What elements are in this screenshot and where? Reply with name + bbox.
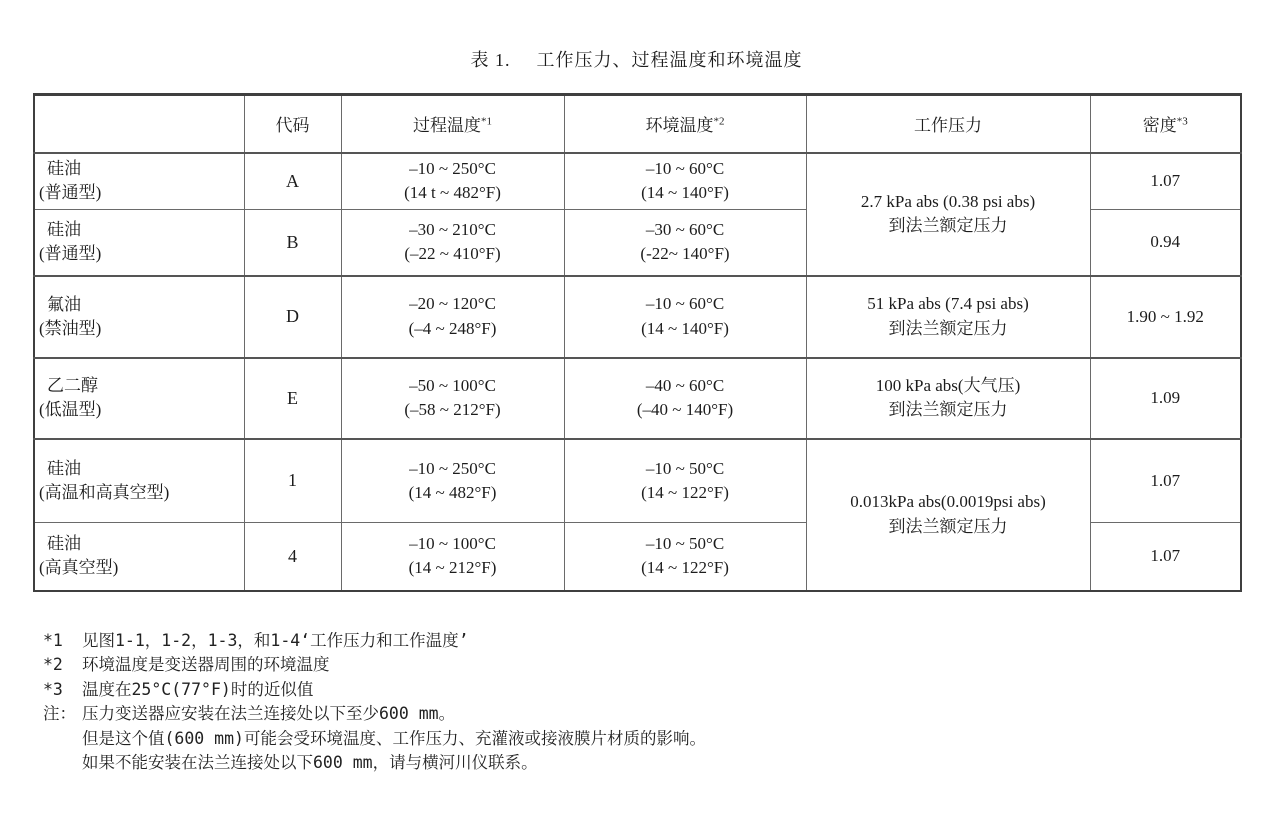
cell-process-temp (341, 153, 564, 210)
table-row-code-d (34, 276, 1241, 358)
cell-ambient-temp (564, 358, 806, 439)
material-name: 氟油 (47, 294, 81, 314)
cell-process-temp (341, 210, 564, 276)
footnote-1 (43, 629, 1240, 654)
pressure-value: 51 kPa abs (7.4 psi abs) (867, 294, 1029, 314)
header-code: 代码 (244, 95, 341, 153)
cell-material (34, 358, 244, 439)
header-density-label: 密度 (1142, 116, 1177, 136)
header-density (1090, 95, 1241, 153)
cell-process-temp (341, 276, 564, 358)
cell-ambient-temp (564, 523, 806, 591)
header-working-pressure: 工作压力 (806, 95, 1090, 153)
material-name: 乙二醇 (47, 376, 98, 396)
process-temp-celsius: –30 ~ 210°C (409, 220, 496, 240)
ambient-temp-fahrenheit: (14 ~ 140°F) (641, 318, 729, 338)
process-temp-celsius: –50 ~ 100°C (409, 375, 496, 395)
cell-code: D (244, 276, 341, 358)
ambient-temp-celsius: –10 ~ 50°C (645, 534, 725, 554)
pressure-value: 2.7 kPa abs (0.38 psi abs) (860, 191, 1036, 211)
cell-process-temp (341, 358, 564, 439)
process-temp-fahrenheit: (14 ~ 482°F) (408, 482, 497, 502)
material-type: (高温和高真空型) (39, 482, 170, 502)
note-line: 如果不能安装在法兰连接处以下600 mm，请与横河川仪联系。 (82, 753, 538, 773)
cell-code: E (244, 358, 341, 439)
note-line: 压力变送器应安装在法兰连接处以下至少600 mm。 (82, 704, 456, 724)
material-type: (高真空型) (39, 558, 119, 578)
pressure-note: 到法兰额定压力 (888, 318, 1008, 338)
pressure-note: 到法兰额定压力 (888, 216, 1008, 235)
ambient-temp-celsius: –40 ~ 60°C (645, 375, 725, 395)
table-row-code-e (34, 358, 1241, 439)
cell-density: 1.07 (1090, 439, 1241, 523)
spec-table (33, 93, 1242, 592)
cell-material (34, 210, 244, 276)
table-row-code-a (34, 153, 1241, 210)
annotations-block (33, 629, 1240, 777)
cell-density: 1.09 (1090, 358, 1241, 439)
note-line: 但是这个值(600 mm)可能会受环境温度、工作压力、充灌液或接液膜片材质的影响。 (82, 728, 706, 748)
cell-code: 1 (244, 439, 341, 523)
process-temp-celsius: –10 ~ 250°C (409, 458, 496, 478)
cell-process-temp (341, 523, 564, 591)
cell-working-pressure (806, 439, 1090, 591)
ambient-temp-celsius: –10 ~ 50°C (645, 458, 725, 478)
table-row-code-1 (34, 439, 1241, 523)
process-temp-fahrenheit: (–4 ~ 248°F) (408, 318, 497, 338)
ambient-temp-fahrenheit: (14 ~ 122°F) (641, 558, 729, 578)
header-ambient-temp-footref: *2 (713, 115, 725, 128)
header-material (34, 95, 244, 153)
material-name: 硅油 (47, 220, 81, 240)
table-caption-title: 工作压力、过程温度和环境温度 (536, 50, 803, 70)
pressure-value: 0.013kPa abs(0.0019psi abs) (850, 492, 1046, 512)
cell-code: B (244, 210, 341, 276)
cell-working-pressure (806, 276, 1090, 358)
process-temp-fahrenheit: (–22 ~ 410°F) (404, 244, 501, 264)
cell-ambient-temp (564, 276, 806, 358)
material-type: (低温型) (39, 400, 102, 419)
process-temp-fahrenheit: (14 t ~ 482°F) (404, 183, 501, 203)
footnote-marker: *1 (43, 630, 63, 650)
cell-working-pressure (806, 358, 1090, 439)
note-lines (82, 702, 706, 776)
cell-code: A (244, 153, 341, 210)
cell-density: 1.07 (1090, 523, 1241, 591)
ambient-temp-celsius: –30 ~ 60°C (645, 220, 725, 240)
header-density-footref: *3 (1176, 115, 1188, 128)
table-caption-label: 表 1. (470, 50, 511, 70)
process-temp-celsius: –10 ~ 100°C (409, 534, 496, 554)
footnote-marker: *3 (43, 679, 63, 699)
process-temp-celsius: –20 ~ 120°C (409, 294, 496, 314)
ambient-temp-fahrenheit: (-22~ 140°F) (640, 244, 730, 264)
header-process-temp (341, 95, 564, 153)
ambient-temp-celsius: –10 ~ 60°C (645, 159, 725, 179)
header-process-temp-label: 过程温度 (413, 116, 481, 136)
table-header-row (34, 95, 1241, 153)
header-process-temp-footref: *1 (481, 115, 492, 128)
header-ambient-temp-label: 环境温度 (645, 116, 714, 136)
footnote-marker: *2 (43, 655, 63, 675)
pressure-note: 到法兰额定压力 (888, 516, 1008, 536)
process-temp-fahrenheit: (14 ~ 212°F) (408, 558, 497, 578)
material-type: (普通型) (39, 183, 102, 203)
process-temp-celsius: –10 ~ 250°C (409, 159, 496, 179)
material-name: 硅油 (47, 458, 81, 478)
material-type: (普通型) (39, 244, 102, 264)
pressure-value: 100 kPa abs(大气压) (875, 375, 1021, 395)
footnote-text: 温度在25°C(77°F)时的近似值 (82, 679, 314, 699)
footnote-text: 见图1-1，1-2，1-3，和1-4‘工作压力和工作温度’ (82, 630, 469, 650)
cell-material (34, 153, 244, 210)
ambient-temp-celsius: –10 ~ 60°C (645, 294, 725, 314)
cell-density: 1.90 ~ 1.92 (1090, 276, 1241, 358)
cell-code: 4 (244, 523, 341, 591)
cell-ambient-temp (564, 210, 806, 276)
material-name: 硅油 (47, 534, 81, 554)
note-marker: 注： (43, 704, 76, 724)
cell-ambient-temp (564, 439, 806, 523)
footnote-2 (43, 653, 1240, 678)
ambient-temp-fahrenheit: (14 ~ 122°F) (641, 482, 729, 502)
cell-process-temp (341, 439, 564, 523)
cell-density: 1.07 (1090, 153, 1241, 210)
pressure-note: 到法兰额定压力 (888, 400, 1008, 419)
installation-note (43, 702, 1240, 776)
process-temp-fahrenheit: (–58 ~ 212°F) (404, 400, 501, 419)
footnote-3 (43, 678, 1240, 703)
cell-material (34, 439, 244, 523)
cell-density: 0.94 (1090, 210, 1241, 276)
table-caption (33, 46, 1240, 72)
header-ambient-temp (564, 95, 806, 153)
cell-material (34, 276, 244, 358)
cell-ambient-temp (564, 153, 806, 210)
material-name: 硅油 (47, 159, 81, 179)
ambient-temp-fahrenheit: (14 ~ 140°F) (641, 183, 729, 203)
document-content (33, 46, 1240, 776)
cell-material (34, 523, 244, 591)
footnote-text: 环境温度是变送器周围的环境温度 (82, 655, 330, 675)
material-type: (禁油型) (39, 318, 102, 338)
cell-working-pressure (806, 153, 1090, 276)
ambient-temp-fahrenheit: (–40 ~ 140°F) (636, 400, 734, 419)
